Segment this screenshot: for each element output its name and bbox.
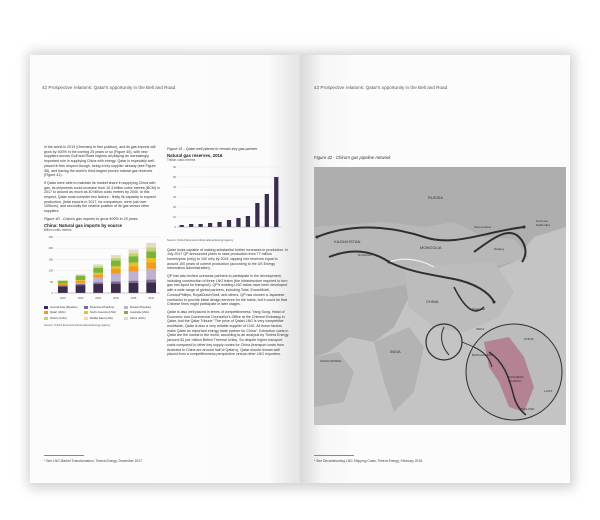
bar-segment xyxy=(129,251,139,253)
map-label-skovorodino: Skovorodino xyxy=(474,225,492,229)
y-tick-label: 40 xyxy=(173,186,176,190)
bar-segment xyxy=(129,266,139,272)
map-label-china: CHINA xyxy=(426,299,439,304)
y-tick-label: 250 xyxy=(48,235,53,239)
bar-segment xyxy=(111,260,121,266)
pipeline-node xyxy=(523,226,526,229)
map-graphic xyxy=(314,167,566,425)
legend-item xyxy=(44,316,84,321)
bar-segment xyxy=(93,268,103,273)
bar xyxy=(217,222,221,227)
bar-segment xyxy=(111,266,121,269)
bar-segment xyxy=(93,282,103,284)
map-label-kazakhstan: KAZAKHSTAN xyxy=(334,239,361,244)
bar-segment xyxy=(76,283,86,284)
bar-segment xyxy=(76,280,86,281)
bar-segment xyxy=(146,280,156,283)
legend-label: Middle East (LNG) xyxy=(90,316,114,321)
bar-segment xyxy=(76,275,86,276)
bar-segment xyxy=(93,265,103,266)
map-label-india-inset: INDIA xyxy=(476,327,485,331)
y-tick-label: 150 xyxy=(48,258,53,262)
legend-item xyxy=(84,316,124,321)
figure-41-title: Natural gas reserves, 2016 xyxy=(167,152,223,158)
bar xyxy=(236,218,240,227)
y-tick-label: 60 xyxy=(173,166,176,170)
map-label-bangladesh: BANGLADESH xyxy=(472,353,494,357)
legend-item xyxy=(84,305,124,310)
map-label-shanghai: Shanghai xyxy=(472,307,486,311)
x-tick-label: 2020 xyxy=(77,296,84,300)
figure-40-subtitle: Billion cubic metres xyxy=(44,228,72,233)
bar-segment xyxy=(146,251,156,258)
left-footnote: * See LNG Market Transformation, Timera Energy, December 2017 xyxy=(44,459,142,463)
bar xyxy=(208,223,212,227)
pipeline-node xyxy=(493,301,496,304)
bar-segment xyxy=(58,281,68,284)
y-tick-label: 50 xyxy=(50,280,53,284)
right-page xyxy=(300,55,570,483)
left-page-header: 42 Prospective relations: Qatar's opportunity in the Belt and Road xyxy=(42,85,176,90)
legend-item xyxy=(44,305,84,310)
bar xyxy=(265,194,269,227)
figure-40-caption: Figure 40 - China's gas imports to grow 400% in 25 years xyxy=(44,216,138,221)
bar xyxy=(255,203,259,227)
right-footnote: * See Deconstructing LNG Shipping Costs, Timera Energy, February 2018 xyxy=(314,459,423,463)
y-tick-label: 200 xyxy=(48,247,53,251)
map-label-thailand: THAILAND xyxy=(519,407,535,411)
legend-item xyxy=(44,310,84,315)
map-label-mongolia: MONGOLIA xyxy=(420,245,442,250)
bar-segment xyxy=(146,245,156,247)
figure-41-subtitle: Trillion cubic metres xyxy=(167,158,196,163)
right-column xyxy=(167,145,289,360)
map-label-russia: RUSSIA xyxy=(428,195,443,200)
paragraph: If Qatar were able to maintain its market share in supplying China with gas, its shipments could increase from 10.3 billion cubic metres (BCM) in 2017 to around as much as 40 billion cubic metres by 2040. In this respect, Qatar must consider two factors - firstly its capacity to expand production, (total exports in 2017, for comparison, were just over 100bcm), and secondly the relative position of its gas versus other suppliers. xyxy=(44,180,160,214)
bar-segment xyxy=(146,262,156,269)
x-tick-label: 2025 xyxy=(95,296,102,300)
legend-label: Australia (LNG) xyxy=(130,310,150,315)
bar xyxy=(199,224,203,227)
bar-segment xyxy=(93,275,103,278)
legend-swatch xyxy=(124,311,128,314)
bar-segment xyxy=(146,247,156,251)
map-label-india: INDIA xyxy=(390,349,401,354)
paragraph: in the world in 2019 (Germany in first position), and its gas imports will grow by 400% in the coming 25 years or so (Figure 40), with new suppliers across Gulf and Road regions all playing an increasingly important role in supplying China with energy. Qatar is especially well-placed in this respect though, being a key supplier already (see Figure 36), and having the world's third-largest proven natural gas reserves (Figure 41). xyxy=(44,145,156,178)
bar-segment xyxy=(129,249,139,251)
paragraph: QP has also invited overseas partners to participate in the development, including construction of three LNG trains (the infrastructure required to turn gas into liquid for transport). QP's existing LNG trains have been developed with a wide range of global partners, including Total, ExxonMobil, ConocoPhillips, RoyalDutchShell, and others. QP has chosen a Japanese contractor to provide initial design services for the trains, but it could be that Chinese firms might participate in later stages. xyxy=(167,274,288,307)
figure-41-source: Source: Oxford Economics/International Energy Agency xyxy=(167,238,234,242)
bar-segment xyxy=(129,263,139,266)
footnote-rule xyxy=(44,455,84,456)
bar-segment xyxy=(93,264,103,265)
bar-segment xyxy=(111,258,121,261)
pipeline-node xyxy=(316,236,319,239)
x-tick-label: 2035 xyxy=(130,296,137,300)
map-label-laos: LAOS xyxy=(544,389,553,393)
map-label-myanmar: MYANMAR (BURMA) xyxy=(508,375,524,383)
y-tick-label: 100 xyxy=(48,269,53,273)
y-tick-label: 30 xyxy=(173,196,176,200)
figure-42-caption: Figure 42 - China's gas pipeline network xyxy=(314,155,391,160)
bar-segment xyxy=(93,278,103,282)
paragraph: Qatar is also well placed in terms of competitiveness. Yang Song, Head of Economic and Commercial Counsellor's Office at the Chinese Embassy in Qatar, told the Qatar Tribune "The price of Qatari LNG is very competitive worldwide, Qatar is also a very reliable supplier of LNG. All these factors make Qatar an important energy trade partner for China". Extraction costs in Qatar are the lowest in the world, according to an analysis by Timera Energy (around $1 per million British Thermal Units). So despite higher transport costs compared to other key supply routes for China (transport costs from Australia to China are around half of Qatar's), Qatar should remain well placed from a competitiveness perspective versus other LNG exporters. xyxy=(167,309,289,357)
map-label-dzharkent: Dzharkent xyxy=(358,253,373,257)
bar-segment xyxy=(129,253,139,256)
footnote-rule xyxy=(314,455,354,456)
map-label-kozmino: Kozmino Nakhodka xyxy=(536,219,550,227)
bar-segment xyxy=(111,269,121,273)
bar-segment xyxy=(76,276,86,280)
bar-segment xyxy=(58,284,68,286)
bar-segment xyxy=(146,282,156,293)
legend-swatch xyxy=(84,317,88,320)
bar-segment xyxy=(111,256,121,257)
legend-item xyxy=(84,310,124,315)
legend-label: North America (LNG) xyxy=(90,310,117,315)
legend-swatch xyxy=(84,311,88,314)
left-page xyxy=(30,55,300,483)
left-column xyxy=(44,145,162,328)
reserves-bar-chart xyxy=(167,165,289,235)
legend-swatch xyxy=(124,317,128,320)
legend-label: Myanmar (Pipeline) xyxy=(90,304,115,309)
y-tick-label: 20 xyxy=(173,206,176,210)
legend-swatch xyxy=(44,306,48,309)
bar-segment xyxy=(93,273,103,275)
bar-segment xyxy=(146,269,156,280)
y-tick-label: 10 xyxy=(173,216,176,220)
figure-40-source: Source: Oxford Economics/International Energy Agency xyxy=(44,323,111,327)
legend-label: Others (LNG) xyxy=(50,316,67,321)
bar-segment xyxy=(129,272,139,281)
bar-segment xyxy=(58,286,68,293)
bar-segment xyxy=(76,284,86,285)
figure-41-caption: Figure 41 - Qatar well placed to remain key gas partner xyxy=(167,147,258,151)
bar xyxy=(189,224,193,227)
bar xyxy=(180,225,184,227)
bar-segment xyxy=(129,281,139,283)
legend-swatch xyxy=(84,306,88,309)
map-label-china-inset: CHINA xyxy=(524,337,534,341)
bar xyxy=(227,220,231,227)
map-label-daqing: Daqing xyxy=(494,247,504,251)
bar-segment xyxy=(93,284,103,293)
pipeline-node xyxy=(388,261,391,264)
bar-segment xyxy=(93,266,103,268)
legend-label: Russia (Pipeline) xyxy=(130,304,152,309)
bar-segment xyxy=(146,258,156,262)
x-tick-label: 2030 xyxy=(112,296,119,300)
stacked-bar-chart xyxy=(44,235,162,301)
map-label-saudi: SAUDI ARABIA xyxy=(320,359,342,363)
chart-legend xyxy=(44,305,164,322)
bar-segment xyxy=(111,255,121,256)
legend-label: Qatar (LNG) xyxy=(50,310,66,315)
bar-segment xyxy=(129,256,139,262)
pipeline-map xyxy=(314,167,566,425)
bar-segment xyxy=(129,283,139,293)
bar-segment xyxy=(111,284,121,293)
legend-item xyxy=(124,310,164,315)
legend-item xyxy=(124,316,164,321)
bar-segment xyxy=(58,285,68,286)
y-tick-label: 50 xyxy=(173,176,176,180)
right-page-header: 43 Prospective relations: Qatar's opportunity in the Belt and Road xyxy=(314,85,448,90)
x-tick-label: 2040 xyxy=(148,296,155,300)
legend-item xyxy=(124,305,164,310)
y-tick-label: 0 xyxy=(174,226,176,230)
legend-label: Central Asia (Pipeline) xyxy=(50,304,78,309)
bar xyxy=(246,216,250,227)
legend-swatch xyxy=(44,317,48,320)
bar-segment xyxy=(111,281,121,283)
legend-label: Africa (LNG) xyxy=(130,316,146,321)
bar-segment xyxy=(76,285,86,293)
legend-swatch xyxy=(44,311,48,314)
bar-segment xyxy=(146,243,156,245)
y-tick-label: 0 xyxy=(51,291,53,295)
bar-segment xyxy=(111,273,121,281)
x-tick-label: 2016 xyxy=(59,296,66,300)
bar-segment xyxy=(76,281,86,283)
paragraph: Qatar looks capable of making substantial further increases in production. In July 2017 QP announced plans to raise production from 77 million tonnes/year (mt/y) to 100 mt/y by 2024, tapping into reserves equal to around 100 years of current production (according to the US Energy Information Administration). xyxy=(167,247,289,271)
figure-40-title: China: Natural gas imports by source xyxy=(44,222,123,228)
bar xyxy=(274,177,278,227)
legend-swatch xyxy=(124,306,128,309)
